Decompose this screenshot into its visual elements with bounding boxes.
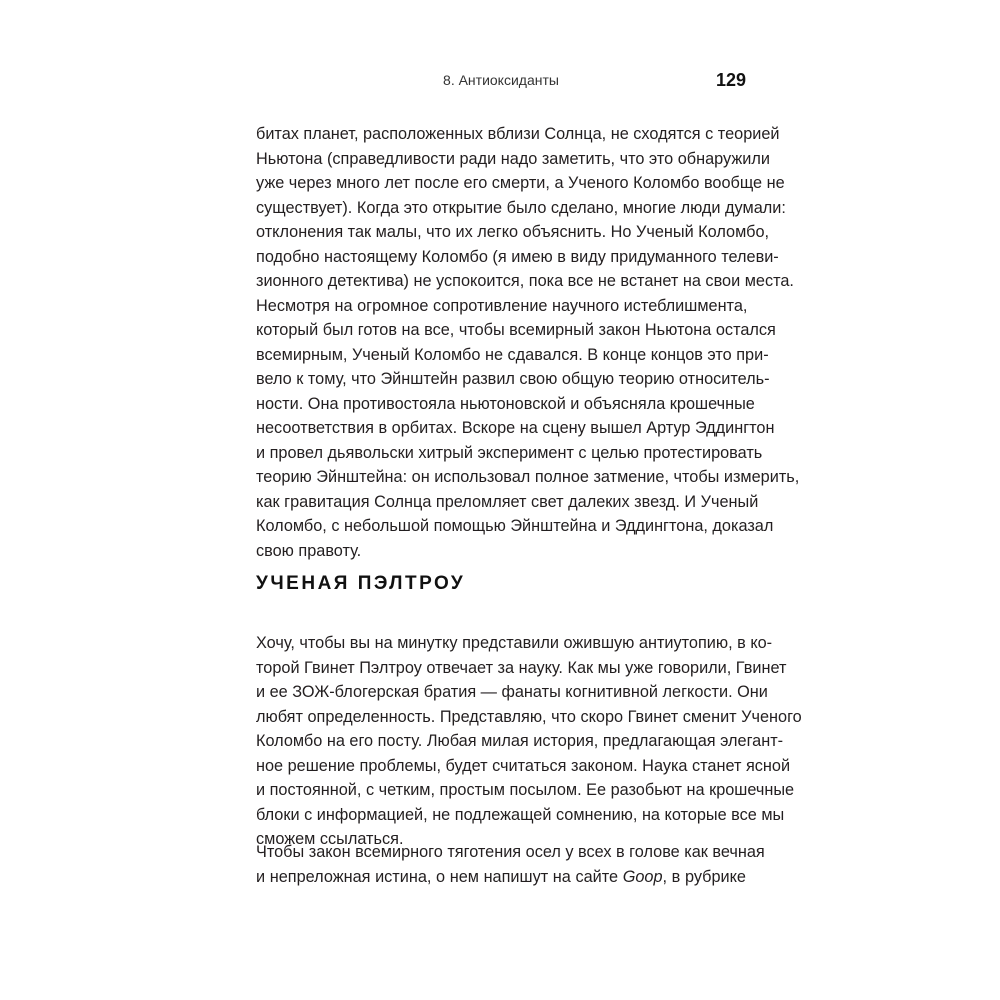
text-line: Несмотря на огромное сопротивление научного истеблишмента, bbox=[256, 296, 748, 315]
text-line: и ее ЗОЖ-блогерская братия — фанаты когнитивной легкости. Они bbox=[256, 683, 768, 701]
chapter-title: 8. Антиоксиданты bbox=[443, 72, 559, 88]
site-name-italic: Goop bbox=[622, 867, 663, 886]
paragraph-1 bbox=[256, 122, 800, 563]
text-line: и постоянной, с четким, простым посылом. Ее разобьют на крошечные bbox=[256, 781, 795, 799]
text-line: подобно настоящему Коломбо (я имею в виду придуманного телеви- bbox=[256, 247, 779, 266]
text-line: несоответствия в орбитах. Вскоре на сцену вышел Артур Эддингтон bbox=[256, 419, 775, 437]
paragraph-3 bbox=[256, 840, 765, 889]
text-line: Коломбо, с небольшой помощью Эйнштейна и Эддингтона, доказал bbox=[256, 517, 774, 535]
text-line: зионного детектива) не успокоится, пока все не встанет на свои места. bbox=[256, 272, 794, 290]
text-line: всемирным, Ученый Коломбо не сдавался. В конце концов это при- bbox=[256, 345, 769, 364]
text-line: блоки с информацией, не подлежащей сомнению, на которые все мы bbox=[256, 805, 785, 824]
text-line: уже через много лет после его смерти, а Ученого Коломбо вообще не bbox=[256, 174, 785, 192]
text-line: свою правоту. bbox=[256, 541, 362, 560]
text-line: вело к тому, что Эйнштейн развил свою общую теорию относитель- bbox=[256, 370, 770, 388]
text-line: отклонения так малы, что их легко объяснить. Но Ученый Коломбо, bbox=[256, 223, 770, 241]
text-line: и провел дьявольски хитрый эксперимент с целью протестировать bbox=[256, 443, 763, 462]
running-head bbox=[256, 70, 746, 92]
section-heading: УЧЕНАЯ ПЭЛТРОУ bbox=[256, 573, 466, 594]
text-line: как гравитация Солнца преломляет свет далеких звезд. И Ученый bbox=[256, 492, 759, 511]
text-line: Коломбо на его посту. Любая милая история, предлагающая элегант- bbox=[256, 732, 784, 750]
text-line: ное решение проблемы, будет считаться законом. Наука станет ясной bbox=[256, 756, 791, 775]
text-fragment: и непреложная истина, о нем напишут на сайте bbox=[256, 867, 623, 886]
text-line: который был готов на все, чтобы всемирный закон Ньютона остался bbox=[256, 321, 776, 339]
text-line: Хочу, чтобы вы на минутку представили ожившую антиутопию, в ко- bbox=[256, 634, 773, 652]
page-number: 129 bbox=[715, 70, 746, 90]
text-line bbox=[256, 865, 746, 890]
text-line: сможем ссылаться. bbox=[256, 830, 404, 848]
text-line: Чтобы закон всемирного тяготения осел у всех в голове как вечная bbox=[256, 843, 765, 861]
text-line: теорию Эйнштейна: он использовал полное затмение, чтобы измерить, bbox=[256, 468, 800, 486]
text-fragment: , в рубрике bbox=[662, 867, 746, 886]
text-line: ности. Она противостояла ньютоновской и объясняла крошечные bbox=[256, 394, 755, 413]
text-line: любят определенность. Представляю, что скоро Гвинет сменит Ученого bbox=[256, 707, 802, 726]
text-line: торой Гвинет Пэлтроу отвечает за науку. Как мы уже говорили, Гвинет bbox=[256, 658, 787, 677]
text-line: существует). Когда это открытие было сделано, многие люди думали: bbox=[256, 198, 786, 217]
text-line: Ньютона (справедливости ради надо заметить, что это обнаружили bbox=[256, 149, 770, 168]
text-line: битах планет, расположенных вблизи Солнца, не сходятся с теорией bbox=[256, 125, 780, 143]
